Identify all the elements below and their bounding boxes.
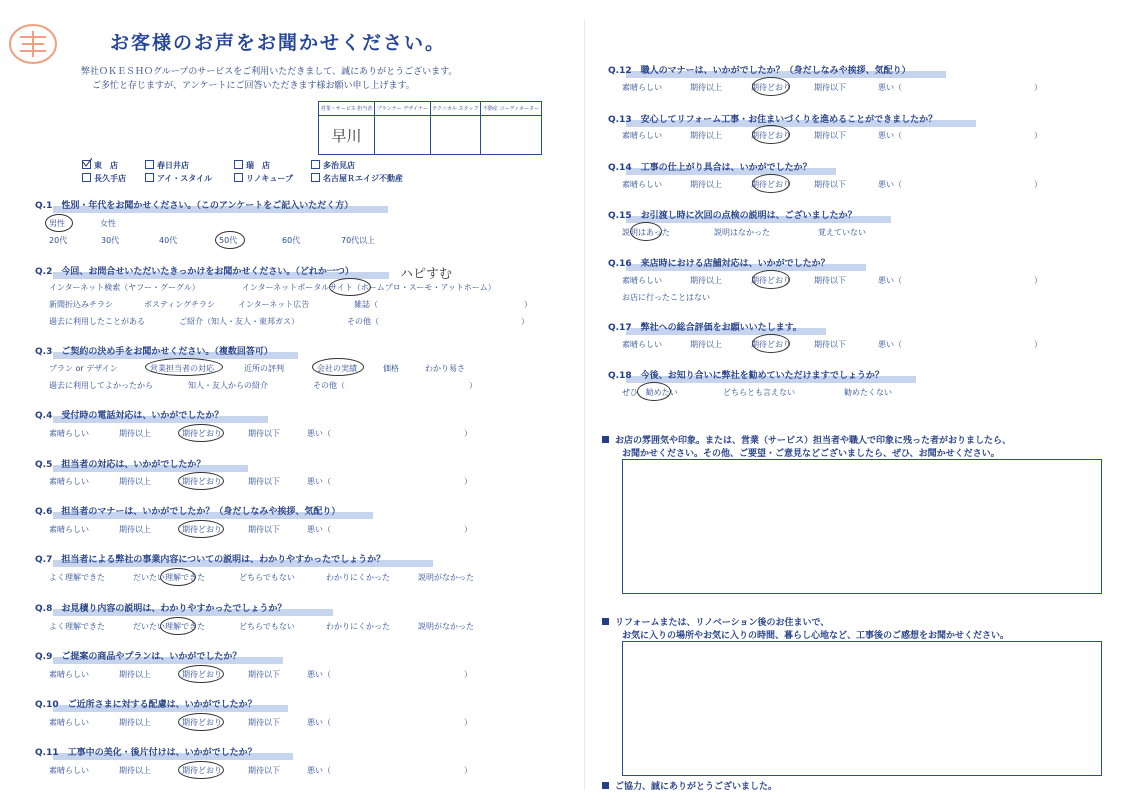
option[interactable]: だいたい理解できた (133, 622, 205, 631)
option[interactable]: 会社の実績 (317, 364, 357, 373)
checkbox (145, 160, 154, 169)
question-label: Q.11 工事中の美化・後片付けは、いかがでしたか？ (35, 748, 257, 758)
option[interactable]: 期待以下 (814, 276, 846, 285)
option[interactable]: 素晴らしい (49, 766, 89, 775)
option[interactable]: 説明はあった (622, 228, 670, 237)
option[interactable]: 悪い（ (307, 766, 331, 775)
section-text: リフォームまたは、リノベーション後のお住まいで、 (615, 618, 830, 628)
question-label: Q.2 今回、お問合せいただいたきっかけをお聞かせください。（どれか一つ） (35, 267, 354, 277)
question-label: Q.7 担当者による弊社の事業内容についての説明は、わかりやすかったでしょうか？ (35, 555, 386, 565)
store-item[interactable] (145, 173, 212, 184)
answer-mark (752, 270, 790, 289)
option[interactable]: 素晴らしい (49, 718, 89, 727)
option[interactable]: 期待以上 (690, 180, 722, 189)
answer-mark (215, 231, 245, 249)
option: ） (1034, 340, 1042, 349)
option[interactable]: だいたい理解できた (133, 573, 205, 582)
option[interactable]: 期待以下 (814, 340, 846, 349)
option[interactable]: 期待以上 (119, 477, 151, 486)
option: ） (464, 429, 472, 438)
checkbox (145, 173, 154, 182)
option[interactable]: 期待以下 (248, 670, 280, 679)
option[interactable]: 期待以下 (248, 477, 280, 486)
option[interactable]: よく理解できた (49, 573, 105, 582)
answer-mark (178, 520, 224, 538)
question-11 (35, 745, 257, 758)
question-18 (608, 368, 884, 381)
staff-header-planner: プランナー デザイナー (375, 102, 431, 116)
option[interactable]: 期待どおり (182, 766, 222, 775)
square-bullet-icon (602, 436, 609, 443)
answer-mark (145, 358, 223, 376)
option[interactable]: わかりにくかった (326, 622, 390, 631)
question-label: Q.1 性別・年代をお聞かせください。（このアンケートをご記入いただく方） (35, 201, 354, 211)
store-label: 多治見店 (323, 161, 355, 170)
answer-mark (637, 382, 671, 401)
option[interactable]: 女性 (100, 219, 116, 228)
square-bullet-icon (602, 618, 609, 625)
question-label: Q.5 担当者の対応は、いかがでしたか？ (35, 460, 206, 470)
option: ） (524, 300, 532, 309)
answer-mark (752, 125, 790, 144)
option[interactable]: 期待以下 (814, 83, 846, 92)
question-13 (608, 112, 937, 125)
option[interactable]: どちらでもない (239, 622, 295, 631)
thanks-line (602, 779, 777, 792)
company-seal (8, 23, 58, 65)
option[interactable]: 期待以上 (690, 340, 722, 349)
option[interactable]: 素晴らしい (622, 83, 662, 92)
section-text: お店の雰囲気や印象。または、営業（サービス）担当者や職人で印象に残った者がおりましたら、 (615, 436, 1012, 446)
option[interactable]: その他（ (313, 381, 345, 390)
option[interactable]: 期待どおり (182, 525, 222, 534)
option[interactable]: 素晴らしい (49, 429, 89, 438)
after-section-heading-2: お気に入りの場所やお気に入りの時間、暮らし心地など、工事後のご感想をお聞かせください。 (622, 631, 1010, 641)
intro-line-1: 弊社ＯＫＥＳＨＯグループのサービスをご利用いただきまして、誠にありがとうございます。 (81, 67, 458, 77)
option[interactable]: 素晴らしい (49, 477, 89, 486)
option[interactable]: 知人・友人からの紹介 (188, 381, 268, 390)
after-section-heading (602, 615, 829, 628)
question-5 (35, 457, 205, 470)
impression-section-heading-2: お聞かせください。その他、ご要望・ご意見などございましたら、ぜひ、お聞かせください。 (622, 449, 1000, 459)
staff-header-sales: 営業・サービス 担当者 (319, 102, 375, 116)
question-16 (608, 256, 830, 269)
question-label: Q.12 職人のマナーは、いかがでしたか？（身だしなみや挨拶、気配り） (608, 66, 911, 76)
checkbox (234, 160, 243, 169)
question-2 (35, 264, 354, 277)
option[interactable]: 悪い（ (878, 180, 902, 189)
option[interactable]: どちらでもない (239, 573, 295, 582)
option[interactable]: 雑誌（ (354, 300, 378, 309)
option: ） (521, 317, 529, 326)
option[interactable]: 期待以下 (814, 131, 846, 140)
store-label: 春日井店 (157, 161, 189, 170)
question-3 (35, 344, 273, 357)
answer-mark (312, 358, 364, 376)
answer-mark (178, 424, 224, 442)
option[interactable]: 悪い（ (878, 131, 902, 140)
store-item[interactable] (145, 160, 189, 171)
option[interactable]: 期待以上 (690, 276, 722, 285)
staff-sales-name: 早川 (319, 116, 375, 155)
answer-mark (160, 568, 196, 586)
question-label: Q.18 今後、お知り合いに弊社を勧めていただけますでしょうか？ (608, 371, 884, 381)
question-label: Q.6 担当者のマナーは、いかがでしたか？（身だしなみや挨拶、気配り） (35, 507, 341, 517)
option[interactable]: 40代 (159, 236, 178, 245)
option[interactable]: 新聞折込みチラシ (49, 300, 113, 309)
question-label: Q.8 お見積り内容の説明は、わかりやすかったでしょうか？ (35, 604, 287, 614)
option[interactable]: 男性 (49, 219, 65, 228)
answer-mark (178, 472, 224, 490)
option[interactable]: 50代 (219, 236, 238, 245)
option[interactable]: わかりにくかった (326, 573, 390, 582)
option[interactable]: 期待以上 (119, 718, 151, 727)
option[interactable]: 素晴らしい (622, 340, 662, 349)
answer-mark (178, 665, 224, 683)
option[interactable]: 悪い（ (307, 429, 331, 438)
question-label: Q.3 ご契約の決め手をお聞かせください。（複数回答可） (35, 347, 273, 357)
option[interactable]: 期待以下 (814, 180, 846, 189)
square-bullet-icon (602, 782, 609, 789)
option: ） (1034, 83, 1042, 92)
option[interactable]: インターネット検索（ヤフー・グーグル） (49, 283, 200, 292)
answer-mark (178, 761, 224, 779)
answer-mark (45, 214, 73, 232)
option[interactable]: 悪い（ (307, 477, 331, 486)
option[interactable]: 素晴らしい (622, 180, 662, 189)
option[interactable]: 悪い（ (878, 83, 902, 92)
checkbox (311, 173, 320, 182)
option[interactable]: 期待以上 (119, 525, 151, 534)
option[interactable]: 期待以下 (248, 429, 280, 438)
option[interactable]: わかり易さ (425, 364, 465, 373)
option: ） (464, 766, 472, 775)
question-label: Q.9 ご提案の商品やプランは、いかがでしたか？ (35, 652, 242, 662)
option[interactable]: 期待以上 (119, 429, 151, 438)
option[interactable]: 過去に利用してよかったから (49, 381, 153, 390)
option[interactable]: 素晴らしい (49, 525, 89, 534)
staff-planner-name (375, 116, 431, 155)
intro-line-2: ご多忙と存じますが、アンケートにご回答いただきます様お願い申し上げます。 (92, 81, 415, 91)
store-label: 名古屋Ｒエイジ不動産 (323, 174, 403, 183)
option[interactable]: どちらとも言えない (723, 388, 795, 397)
question-label: Q.17 弊社への総合評価をお願いいたします。 (608, 323, 802, 333)
option: ） (464, 477, 472, 486)
question-14 (608, 160, 812, 173)
option[interactable]: ご紹介（知人・友人・東邦ガス） (179, 317, 299, 326)
impression-textarea[interactable] (622, 459, 1102, 594)
store-list (82, 160, 402, 184)
option[interactable]: 期待どおり (751, 340, 791, 349)
option: ） (469, 381, 477, 390)
option[interactable]: 期待どおり (182, 718, 222, 727)
option: ） (1034, 276, 1042, 285)
store-label: 瑞 店 (246, 161, 270, 170)
question-label: Q.14 工事の仕上がり具合は、いかがでしたか？ (608, 163, 812, 173)
option[interactable]: 期待以上 (119, 670, 151, 679)
option[interactable]: 勧めたくない (844, 388, 892, 397)
option[interactable]: インターネット広告 (238, 300, 310, 309)
option[interactable]: 近所の評判 (244, 364, 284, 373)
option[interactable]: 30代 (101, 236, 120, 245)
option[interactable]: 期待以下 (248, 525, 280, 534)
question-15 (608, 208, 857, 221)
staff-technical-name (430, 116, 480, 155)
store-item[interactable] (82, 173, 126, 184)
option[interactable]: 60代 (282, 236, 301, 245)
staff-table (318, 101, 542, 155)
column-divider (584, 20, 585, 790)
answer-mark (160, 617, 196, 635)
option[interactable]: 期待以下 (248, 766, 280, 775)
store-label: 東 店 (94, 161, 118, 170)
question-12 (608, 63, 911, 76)
option[interactable]: 期待どおり (751, 276, 791, 285)
store-item[interactable] (82, 160, 118, 171)
option[interactable]: 説明がなかった (418, 573, 474, 582)
option[interactable]: ぜひ、勧めたい (622, 388, 678, 397)
option[interactable]: 20代 (49, 236, 68, 245)
option[interactable]: 悪い（ (307, 718, 331, 727)
option: ） (1034, 131, 1042, 140)
answer-mark (178, 713, 224, 731)
option[interactable]: 悪い（ (878, 340, 902, 349)
option[interactable]: 説明はなかった (714, 228, 770, 237)
page-title: お客様のお声をお聞かせください。 (110, 32, 447, 54)
option[interactable]: プラン or デザイン (49, 364, 118, 373)
option: ） (464, 718, 472, 727)
store-label: リノキューブ (246, 174, 293, 183)
staff-header-realestate: 不動産 コーディネーター (481, 102, 542, 116)
option[interactable]: 期待以下 (248, 718, 280, 727)
option[interactable]: 悪い（ (307, 670, 331, 679)
store-label: アイ・スタイル (157, 174, 213, 183)
after-textarea[interactable] (622, 641, 1102, 776)
answer-mark (752, 334, 790, 353)
option[interactable]: お店に行ったことはない (622, 293, 710, 302)
question-label: Q.4 受付時の電話対応は、いかがでしたか？ (35, 411, 224, 421)
option[interactable]: 説明がなかった (418, 622, 474, 631)
store-item[interactable] (234, 173, 293, 184)
option[interactable]: ポスティングチラシ (144, 300, 216, 309)
checkbox (234, 173, 243, 182)
question-label: Q.16 来店時における店舗対応は、いかがでしたか？ (608, 259, 830, 269)
option[interactable]: 価格 (383, 364, 399, 373)
answer-mark (329, 278, 371, 296)
checkbox (82, 173, 91, 182)
question-17 (608, 320, 802, 333)
answer-mark (752, 174, 790, 193)
answer-mark (630, 222, 662, 241)
question-1 (35, 198, 353, 211)
handwritten-note: ハピすむ (400, 267, 453, 282)
option[interactable]: 営業担当者の対応 (150, 364, 214, 373)
option[interactable]: よく理解できた (49, 622, 105, 631)
option[interactable]: 期待どおり (751, 131, 791, 140)
option[interactable]: 期待どおり (182, 477, 222, 486)
option[interactable]: 期待以上 (690, 131, 722, 140)
option[interactable]: 期待以上 (690, 83, 722, 92)
option[interactable]: 素晴らしい (622, 131, 662, 140)
option: ） (464, 670, 472, 679)
question-6 (35, 504, 340, 517)
question-label: Q.15 お引渡し時に次回の点検の説明は、ございましたか？ (608, 211, 857, 221)
option[interactable]: 素晴らしい (622, 276, 662, 285)
question-label: Q.13 安心してリフォーム工事・お住まいづくりを進めることができましたか？ (608, 115, 938, 125)
store-label: 長久手店 (94, 174, 126, 183)
staff-realestate-name (481, 116, 542, 155)
store-item[interactable] (234, 160, 270, 171)
option[interactable]: 70代以上 (341, 236, 376, 245)
question-9 (35, 649, 241, 662)
option[interactable]: 期待どおり (751, 180, 791, 189)
checkbox (311, 160, 320, 169)
impression-section-heading (602, 433, 1011, 446)
checkbox-checked (82, 160, 91, 169)
store-item[interactable] (311, 173, 403, 184)
option: ） (464, 525, 472, 534)
option[interactable]: その他（ (347, 317, 379, 326)
staff-header-technical: テクニカル スタッフ (430, 102, 480, 116)
question-10 (35, 697, 257, 710)
option[interactable]: 期待どおり (182, 429, 222, 438)
option[interactable]: 過去に利用したことがある (49, 317, 145, 326)
question-8 (35, 601, 286, 614)
option[interactable]: 悪い（ (307, 525, 331, 534)
section-text: ご協力、誠にありがとうございました。 (615, 782, 778, 792)
option[interactable]: インターネットポータルサイト（ホームプロ・スーモ・アットホーム） (242, 283, 496, 292)
option[interactable]: 期待以上 (119, 766, 151, 775)
option[interactable]: 期待どおり (751, 83, 791, 92)
question-label: Q.10 ご近所さまに対する配慮は、いかがでしたか？ (35, 700, 257, 710)
answer-mark (752, 77, 790, 96)
store-item[interactable] (311, 160, 355, 171)
option[interactable]: 素晴らしい (49, 670, 89, 679)
option[interactable]: 悪い（ (878, 276, 902, 285)
question-7 (35, 552, 385, 565)
question-4 (35, 408, 223, 421)
option[interactable]: 期待どおり (182, 670, 222, 679)
option: ） (1034, 180, 1042, 189)
option[interactable]: 覚えていない (818, 228, 866, 237)
